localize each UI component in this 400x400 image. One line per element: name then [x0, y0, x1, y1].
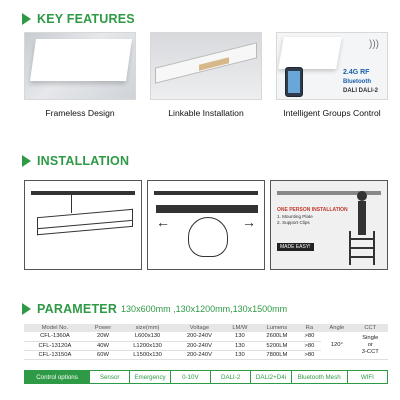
cell-model: CFL-1360A	[24, 332, 86, 341]
table-row	[24, 332, 388, 341]
lamp-bar-drawing	[156, 205, 258, 213]
cell-lmw: 130	[224, 341, 256, 350]
bluetooth-badge: Bluetooth	[343, 79, 371, 85]
option-wifi: WIFI	[348, 370, 388, 384]
option-0-10v: 0-10V	[171, 370, 211, 384]
feature-caption: Linkable Installation	[168, 108, 244, 118]
panel-light-image	[30, 39, 132, 81]
cell-lumens: 7800LM	[256, 350, 298, 359]
option-dali-2: DALI-2	[211, 370, 251, 384]
cell-angle: 120°	[321, 332, 353, 359]
cell-lmw: 130	[224, 332, 256, 341]
install-note	[277, 207, 348, 226]
install-note-step1: 1. Mounting Plate	[277, 213, 313, 219]
parameter-header	[22, 302, 287, 316]
feature-caption: Frameless Design	[45, 108, 115, 118]
header-ra: Ra	[298, 324, 321, 332]
installation-diagrams	[24, 180, 388, 270]
parameter-sizes: 130x600mm ,130x1200mm,130x1500mm	[121, 304, 288, 314]
cell-ra: >80	[298, 341, 321, 350]
feature-caption: Intelligent Groups Control	[283, 108, 381, 118]
cell-lumens: 2600LM	[256, 332, 298, 341]
cell-model: CFL-13150A	[24, 350, 86, 359]
control-options-label: Control options	[24, 370, 90, 384]
header-lmw: LM/W	[224, 324, 256, 332]
features-row	[24, 32, 388, 118]
groups-control-photo	[276, 32, 388, 100]
frameless-photo	[24, 32, 136, 100]
smartphone-icon	[285, 67, 303, 97]
option-bluetooth-mesh: Bluetooth Mesh	[292, 370, 348, 384]
cell-power: 40W	[86, 341, 120, 350]
cell-voltage: 200-240V	[175, 341, 224, 350]
ceiling-line	[31, 191, 135, 195]
parameter-table	[24, 324, 388, 360]
cell-lmw: 130	[224, 350, 256, 359]
made-easy-badge: MADE EASY!	[277, 243, 314, 251]
header-size: size(mm)	[120, 324, 175, 332]
header-model: Model No.	[24, 324, 86, 332]
option-dali2-d4i: DALI2+D4i	[251, 370, 291, 384]
install-step-slide-drawing	[147, 180, 265, 270]
section-title-parameter: PARAMETER	[37, 302, 118, 316]
table-header-row	[24, 324, 388, 332]
cct-line-2: or	[367, 341, 373, 348]
install-step-mount-drawing	[24, 180, 142, 270]
installation-header	[22, 154, 129, 168]
header-power: Power	[86, 324, 120, 332]
cell-voltage: 200-240V	[175, 332, 224, 341]
header-voltage: Voltage	[175, 324, 224, 332]
triangle-arrow-icon	[22, 13, 31, 25]
cell-power: 20W	[86, 332, 120, 341]
feature-frameless	[24, 32, 136, 118]
install-one-person-photo	[270, 180, 388, 270]
section-title-key-features: KEY FEATURES	[37, 12, 135, 26]
dali-badge: DALI DALI-2	[343, 88, 378, 94]
install-note-title: ONE PERSON INSTALLATION	[277, 207, 348, 213]
person-on-ladder-icon	[349, 191, 375, 265]
control-options-row	[24, 370, 388, 384]
wireless-signal-icon: )))	[369, 39, 379, 50]
arrow-right-icon: →	[242, 214, 256, 230]
hands-icon	[188, 217, 228, 257]
cell-cct	[353, 332, 388, 359]
triangle-arrow-icon	[22, 155, 31, 167]
ceiling-line	[154, 191, 258, 195]
panel-light-image	[278, 37, 342, 69]
feature-linkable	[150, 32, 262, 118]
linkable-photo	[150, 32, 262, 100]
install-note-step2: 2. Support Clips	[277, 219, 310, 225]
feature-groups-control	[276, 32, 388, 118]
rf-badge: 2.4G RF	[343, 69, 370, 76]
cell-ra: >80	[298, 350, 321, 359]
arrow-left-icon: ←	[156, 214, 170, 230]
cell-size: L1500x130	[120, 350, 175, 359]
cct-line-3: 3-CCT	[361, 348, 379, 355]
header-angle: Angle	[321, 324, 353, 332]
cct-line-1: Single	[362, 334, 379, 341]
section-title-installation: INSTALLATION	[37, 154, 130, 168]
cell-size: L1200x130	[120, 341, 175, 350]
cell-lumens: 5200LM	[256, 341, 298, 350]
cell-size: L600x130	[120, 332, 175, 341]
cell-model: CFL-13120A	[24, 341, 86, 350]
header-cct: CCT	[353, 324, 388, 332]
cell-power: 60W	[86, 350, 120, 359]
option-sensor: Sensor	[90, 370, 130, 384]
wire-line	[71, 195, 72, 213]
cell-ra: >80	[298, 332, 321, 341]
cell-voltage: 200-240V	[175, 350, 224, 359]
option-emergency: Emergency	[130, 370, 170, 384]
key-features-header	[22, 12, 135, 26]
triangle-arrow-icon	[22, 303, 31, 315]
header-lumens: Lumens	[256, 324, 298, 332]
